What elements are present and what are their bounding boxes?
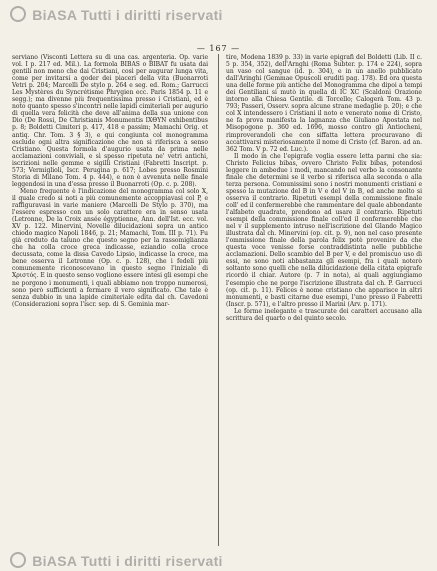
- watermark-logo-icon: [10, 552, 26, 568]
- text-columns: [12, 54, 425, 546]
- right-column: [226, 54, 422, 322]
- column-divider: [218, 54, 219, 546]
- watermark-bottom-text: BiASA Tutti i diritti riservati: [32, 553, 223, 569]
- watermark-logo-icon: [10, 6, 26, 22]
- left-column: [12, 54, 208, 308]
- watermark-top-text: BiASA Tutti i diritti riservati: [32, 7, 223, 23]
- right-paragraph-3: Le forme inelegante e trascurate dei caratteri accusano alla scrittura del quarto o del quinto secolo.: [226, 307, 422, 322]
- watermark-top: [10, 6, 223, 23]
- right-paragraph-2: Il modo in che l'epigrafe voglia essere letta parmi che sia: Christo Felicius bibas, ovvero Christo Felix bibas, potendosi leggere in ambedue i modi, mancando nel verbo la consonante finale che determini se il verbo si riferisca alla seconda o alla terza persona. Comunissimi sono i nostri monumenti cristiani e spesso la mutazione del B in V e del V in B, ed anche molto si osserva il contrario. Ripetuti esempi della commissione finale coll' ed il confermerebbe che rammentare del quale abbondante l'alfabeto quadrate, prendono ad usare il contrario. Ripetuti esempi della commissione finale coll'ed il confermerebbe che nel v il supplemento intruso nell'iscrizione del Glando Magico illustrata dal ch. Minervini (op. cit. p. 9), non nel caso presente l'ommissione finale della parola felix potè provenire da che questa voce venisse forse contraddistinta nelle pubbliche acclamazioni. Dello scambio del B per V, e del promiscuo uso di essi, ne sono noti abbastanza gli esempi, fra i quali noterò soltanto sono quelli che nella dilucidazione della citata epigrafe ricordò il chiar. Autore (p. 7 in nota), ai quali aggiungiamo l'esempio che ne porge l'iscrizione illustrata dal ch. P. Garrucci (op. cit. p. 11). Felices è nome cristiano che apparisce in altri monumenti, e basti citarne due esempi, l'uno presso il Fabretti (Inscr. p. 571), e l'altro presso il Marini (Arv. p. 171).: [226, 152, 422, 308]
- right-paragraph-1: tire, Modena 1839 p. 33) in varie epigrafi del Boldetti (Lib. II c. 5 p. 354, 352), dell'Arnghi (Roma Subter. p. 174 e 224), sopra un vaso col sangue (id. p. 304), e in un anello pubblicato dall'Aringhi (Gemmae Opuscoli eruditi pag. 178). Ed ora questa una delle forme più antiche del Monogramma che dipoi a tempi dei Gentiliani si mutò in quella di IC XC (Scaldoni Orazione intorno alla Chiesa Gentile. di Torcello; Calogerà Tom. 43 p. 793; Passeri, Osserv. sopra alcune strane medaglie p. 20); e che col X intendessero i Cristiani il noto e venerato nome di Cristo, ne fa prova manifesta la lagnanza che Giuliano Apostata nel Misopogone p. 360 ed. 1696, mosso contro gli Antiocheni, rimproverandoli che con siffatta lettera procuravano di accattivarsi misteriosamente il nome di Cristo (cf. Baron. ad an. 362 Tom. V p. 72 ed. Luc.).: [226, 54, 422, 153]
- page-number: — 167 —: [196, 44, 241, 53]
- left-paragraph-2: Meno frequente è l'indicazione del monogramma col solo X, il quale credo si noti a più comunemente accoppiavasi col P, e raffiguravasi in varie maniere (Marcelli De Stylo p. 370), ma l'essere espresso con un solo carattere era in senso usata (Letronne, De la Croix ansée égyptienne, Ann. dell'Ist. ecc. vol. XV p. 122. Minervini, Novelle dilucidazioni sopra un antico chiodo magico Napoli 1846, p. 21; Mamachi, Tom. III p. 71). Fu già creduto da taluno che questo segno per la rassomiglianza che ha colla croce greca indicasse, eziandio colla croce decussata, come la dissa Cavedo Lipsio, indicasse la croce, ma bene osserva il Letronne (Op. c. p. 128), che i fedeli più comunemente riconoscevano in questo segno l'iniziale di Χριστός. E in questo senso vogliono essere intesi gli esempi che ne porgono i monumenti, i quali abbiamo non troppo numerosi, sono però sufficienti a fermare il vero significato. Che tale è senza dubbio in una lapide cimiteriale edita dal ch. Cavedoni (Considerazioni sopra l'iscr. sep. di S. Geminia mar-: [12, 187, 208, 308]
- left-paragraph-1: serviano (Visconti Lettera su di una cas. argenteria. Op. varie vol. I p. 217 ed. Mil.). La formola BIBAS o BIBAT fu usata dai gentili non meno che dai Cristiani, così per augurar lunga vita, come per invitarsi a goder dei piaceri della vita (Buonarroti Vetri p. 204; Marcelli De stylo p. 264 e seg. ed. Rom.; Garrucci Les Mystères du Syncrétisme Phrygien ecc. Paris 1854 p. 11 e segg.); ma divenne più frequentissima presso i Cristiani, ed è noto quanto spesso s'incontri nelle lapidi cimiteriali per augurio di quella vera felicità che deve all'anima della sua unione con Dio (De Rossi, De Christianis Monumentis ΙΧΘΥΝ exhibentibus p. 8; Boldetti Cimiteri p. 417, 418 e passim; Mamachi Orig. et antiq. Chr. Tom. 3 § 3), e qui congiunta col monogramma esclude ogni altra significazione che non si riferisca a senso Cristiano. Questa formola d'augurio usata da prima nelle acclamazioni conviviali, e sì spesso ripetuta ne' vetri antichi, iscrizioni nelle gemme e sigilli Cristiani (Fabretti Inscript. p. 573; Vermiglioli, Iscr. Perugina p. 617; Lobes presso Rosmini Storia di Milano Tom. 4 p. 444), e non è avvenuta nelle finale leggendosi in una d'essa presso il Buonarroti (Op. c. p. 208).: [12, 54, 208, 188]
- watermark-bottom: [10, 552, 223, 569]
